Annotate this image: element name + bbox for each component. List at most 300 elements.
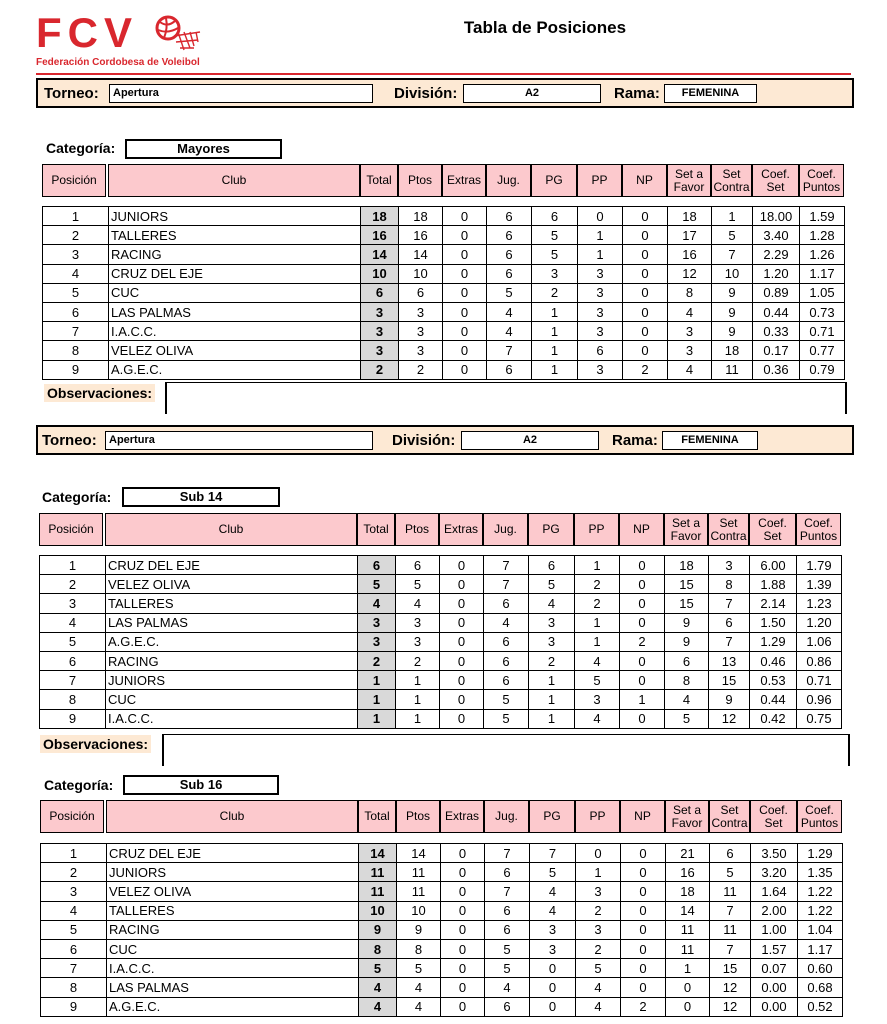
cell-total: 3 (358, 613, 396, 632)
cell-set-favor: 21 (666, 844, 710, 863)
cell-np: 0 (623, 226, 668, 245)
torneo-field: Apertura (105, 431, 373, 450)
cell-jug: 4 (487, 302, 532, 321)
cell-set-favor: 14 (666, 901, 710, 920)
header-divider (36, 73, 851, 75)
cell-set-contra: 9 (712, 302, 753, 321)
table-row (41, 844, 843, 863)
cell-np: 0 (623, 283, 668, 302)
cell-np: 0 (621, 901, 666, 920)
cell-pg: 5 (532, 226, 578, 245)
cell-pp: 1 (576, 863, 621, 882)
table-row (40, 594, 842, 613)
cell-np: 2 (623, 360, 668, 379)
cell-np: 0 (621, 959, 666, 978)
cell-set-favor: 11 (666, 920, 710, 939)
cell-coef-puntos: 1.26 (800, 245, 845, 264)
cell-club: I.A.C.C. (107, 959, 359, 978)
cell-total: 3 (361, 302, 399, 321)
cell-set-favor: 0 (666, 978, 710, 997)
cell-posicion: 1 (41, 844, 107, 863)
table-row (40, 575, 842, 594)
table-row (41, 920, 843, 939)
cell-coef-set: 0.42 (750, 709, 797, 728)
volleyball-icon (154, 14, 202, 54)
cell-coef-set: 0.36 (753, 360, 800, 379)
cell-pp: 4 (575, 709, 620, 728)
cell-total: 3 (361, 341, 399, 360)
cell-coef-set: 3.50 (751, 844, 798, 863)
cell-extras: 0 (441, 920, 485, 939)
cell-pg: 1 (532, 322, 578, 341)
cell-extras: 0 (440, 690, 484, 709)
cell-ptos: 3 (396, 632, 440, 651)
cell-np: 2 (620, 632, 665, 651)
cell-extras: 0 (440, 594, 484, 613)
header-coef-puntos: Coef. Puntos (799, 164, 844, 197)
cell-ptos: 18 (399, 207, 443, 226)
cell-np: 0 (620, 613, 665, 632)
cell-ptos: 3 (399, 341, 443, 360)
cell-posicion: 1 (43, 207, 109, 226)
cell-coef-puntos: 1.39 (797, 575, 842, 594)
cell-pg: 4 (529, 594, 575, 613)
cell-coef-puntos: 0.73 (800, 302, 845, 321)
cell-jug: 6 (485, 901, 530, 920)
cell-set-contra: 3 (709, 556, 750, 575)
cell-total: 9 (359, 920, 397, 939)
header-ptos: Ptos (395, 513, 439, 546)
cell-extras: 0 (443, 207, 487, 226)
table-row (43, 302, 845, 321)
cell-set-contra: 10 (712, 264, 753, 283)
table-row (41, 959, 843, 978)
cell-coef-set: 1.88 (750, 575, 797, 594)
cell-ptos: 1 (396, 709, 440, 728)
cell-posicion: 9 (43, 360, 109, 379)
cell-ptos: 11 (397, 882, 441, 901)
cell-extras: 0 (440, 671, 484, 690)
cell-np: 0 (623, 207, 668, 226)
cell-set-favor: 9 (665, 613, 709, 632)
logo-subtitle: Federación Cordobesa de Voleibol (36, 57, 200, 68)
cell-extras: 0 (440, 613, 484, 632)
header-coef-puntos: Coef. Puntos (796, 513, 841, 546)
cell-coef-puntos: 1.17 (800, 264, 845, 283)
cell-extras: 0 (441, 844, 485, 863)
cell-set-contra: 7 (709, 632, 750, 651)
cell-coef-puntos: 1.20 (797, 613, 842, 632)
cell-ptos: 3 (396, 613, 440, 632)
cell-set-favor: 18 (665, 556, 709, 575)
cell-jug: 7 (485, 844, 530, 863)
cell-pp: 0 (578, 207, 623, 226)
cell-coef-puntos: 1.22 (798, 901, 843, 920)
cell-posicion: 8 (40, 690, 106, 709)
cell-pp: 1 (575, 556, 620, 575)
cell-posicion: 5 (41, 920, 107, 939)
cell-jug: 6 (487, 264, 532, 283)
cell-posicion: 2 (41, 863, 107, 882)
cell-coef-puntos: 1.28 (800, 226, 845, 245)
cell-posicion: 4 (43, 264, 109, 283)
header-pp: PP (575, 800, 620, 833)
cell-total: 5 (358, 575, 396, 594)
header-pg: PG (528, 513, 574, 546)
cell-jug: 6 (487, 226, 532, 245)
table-row (40, 556, 842, 575)
cell-posicion: 9 (41, 997, 107, 1016)
cell-set-contra: 15 (710, 959, 751, 978)
header-pg: PG (531, 164, 577, 197)
cell-extras: 0 (441, 863, 485, 882)
cell-coef-set: 0.00 (751, 997, 798, 1016)
cell-pg: 5 (529, 575, 575, 594)
header-ptos: Ptos (396, 800, 440, 833)
cell-jug: 5 (487, 283, 532, 302)
cell-ptos: 1 (396, 690, 440, 709)
cell-pp: 6 (578, 341, 623, 360)
cell-extras: 0 (441, 882, 485, 901)
cell-total: 16 (361, 226, 399, 245)
cell-jug: 7 (484, 575, 529, 594)
header-jug: Jug. (484, 800, 529, 833)
cell-coef-puntos: 1.17 (798, 939, 843, 958)
cell-pg: 3 (532, 264, 578, 283)
cell-set-favor: 15 (665, 575, 709, 594)
cell-pg: 1 (529, 671, 575, 690)
cell-total: 10 (359, 901, 397, 920)
cell-club: VELEZ OLIVA (106, 575, 358, 594)
table-row (43, 341, 845, 360)
cell-set-contra: 11 (712, 360, 753, 379)
cell-set-contra: 15 (709, 671, 750, 690)
cell-coef-set: 0.89 (753, 283, 800, 302)
categoria-field: Sub 14 (122, 487, 280, 507)
cell-ptos: 11 (397, 863, 441, 882)
cell-coef-puntos: 0.71 (797, 671, 842, 690)
cell-coef-puntos: 1.79 (797, 556, 842, 575)
header-posicion: Posición (42, 164, 106, 197)
cell-ptos: 9 (397, 920, 441, 939)
table-row (43, 207, 845, 226)
cell-set-favor: 8 (665, 671, 709, 690)
cell-total: 11 (359, 882, 397, 901)
cell-coef-set: 0.00 (751, 978, 798, 997)
cell-ptos: 6 (399, 283, 443, 302)
cell-pp: 2 (576, 939, 621, 958)
header-coef-set: Coef. Set (752, 164, 799, 197)
table-row (43, 226, 845, 245)
cell-coef-puntos: 0.77 (800, 341, 845, 360)
cell-jug: 4 (485, 978, 530, 997)
observaciones-field (165, 382, 847, 414)
table-row (43, 245, 845, 264)
cell-set-favor: 15 (665, 594, 709, 613)
cell-club: VELEZ OLIVA (107, 882, 359, 901)
header-extras: Extras (439, 513, 483, 546)
cell-coef-puntos: 1.59 (800, 207, 845, 226)
cell-total: 2 (361, 360, 399, 379)
cell-np: 0 (623, 245, 668, 264)
cell-set-favor: 12 (668, 264, 712, 283)
header-np: NP (620, 800, 665, 833)
cell-total: 5 (359, 959, 397, 978)
observaciones-label: Observaciones: (44, 384, 155, 402)
cell-set-contra: 1 (712, 207, 753, 226)
cell-set-favor: 4 (668, 302, 712, 321)
cell-pp: 5 (575, 671, 620, 690)
cell-coef-set: 0.46 (750, 651, 797, 670)
observaciones-field (162, 734, 850, 766)
cell-pp: 5 (576, 959, 621, 978)
header-set-favor: Set a Favor (665, 800, 709, 833)
cell-np: 0 (621, 844, 666, 863)
cell-club: CRUZ DEL EJE (106, 556, 358, 575)
cell-set-favor: 11 (666, 939, 710, 958)
table-row (40, 613, 842, 632)
cell-pg: 1 (529, 709, 575, 728)
header-set-contra: Set Contra (709, 800, 750, 833)
cell-set-favor: 18 (668, 207, 712, 226)
cell-ptos: 4 (397, 978, 441, 997)
cell-club: RACING (106, 651, 358, 670)
header-extras: Extras (440, 800, 484, 833)
cell-jug: 6 (487, 360, 532, 379)
cell-pp: 4 (575, 651, 620, 670)
cell-np: 0 (620, 594, 665, 613)
cell-extras: 0 (440, 632, 484, 651)
cell-ptos: 6 (396, 556, 440, 575)
cell-ptos: 3 (399, 302, 443, 321)
cell-coef-puntos: 1.05 (800, 283, 845, 302)
cell-pg: 4 (530, 901, 576, 920)
header-total: Total (358, 800, 396, 833)
cell-ptos: 14 (397, 844, 441, 863)
cell-club: A.G.E.C. (109, 360, 361, 379)
table-header (40, 800, 842, 833)
cell-np: 0 (623, 302, 668, 321)
cell-extras: 0 (441, 939, 485, 958)
header-extras: Extras (442, 164, 486, 197)
cell-set-contra: 11 (710, 882, 751, 901)
division-label: División: (392, 432, 456, 449)
header-total: Total (357, 513, 395, 546)
cell-posicion: 5 (40, 632, 106, 651)
cell-posicion: 6 (40, 651, 106, 670)
cell-club: LAS PALMAS (106, 613, 358, 632)
cell-extras: 0 (440, 556, 484, 575)
cell-pg: 4 (530, 882, 576, 901)
cell-np: 0 (621, 863, 666, 882)
cell-club: A.G.E.C. (106, 632, 358, 651)
cell-set-favor: 9 (665, 632, 709, 651)
cell-total: 11 (359, 863, 397, 882)
cell-club: RACING (107, 920, 359, 939)
cell-set-favor: 0 (666, 997, 710, 1016)
cell-pp: 2 (575, 594, 620, 613)
header-coef-set: Coef. Set (749, 513, 796, 546)
cell-jug: 6 (487, 207, 532, 226)
header-np: NP (622, 164, 667, 197)
cell-coef-set: 0.17 (753, 341, 800, 360)
cell-pp: 3 (578, 283, 623, 302)
cell-total: 1 (358, 690, 396, 709)
cell-jug: 4 (484, 613, 529, 632)
cell-set-contra: 7 (709, 594, 750, 613)
torneo-bar (36, 78, 854, 108)
cell-pp: 1 (575, 632, 620, 651)
cell-jug: 6 (485, 997, 530, 1016)
table-row (43, 264, 845, 283)
cell-set-favor: 4 (668, 360, 712, 379)
cell-club: CRUZ DEL EJE (107, 844, 359, 863)
cell-posicion: 2 (43, 226, 109, 245)
cell-ptos: 3 (399, 322, 443, 341)
cell-extras: 0 (443, 360, 487, 379)
cell-set-contra: 5 (710, 863, 751, 882)
cell-club: TALLERES (109, 226, 361, 245)
cell-posicion: 8 (43, 341, 109, 360)
fcv-logo (36, 9, 216, 72)
table-row (41, 978, 843, 997)
cell-total: 6 (361, 283, 399, 302)
cell-jug: 7 (484, 556, 529, 575)
cell-ptos: 10 (397, 901, 441, 920)
cell-ptos: 4 (397, 997, 441, 1016)
cell-total: 6 (358, 556, 396, 575)
rama-label: Rama: (614, 85, 660, 102)
cell-ptos: 8 (397, 939, 441, 958)
cell-posicion: 9 (40, 709, 106, 728)
cell-coef-puntos: 0.96 (797, 690, 842, 709)
cell-set-favor: 16 (666, 863, 710, 882)
cell-set-contra: 8 (709, 575, 750, 594)
cell-ptos: 5 (396, 575, 440, 594)
cell-club: A.G.E.C. (107, 997, 359, 1016)
cell-posicion: 8 (41, 978, 107, 997)
cell-coef-set: 0.53 (750, 671, 797, 690)
cell-coef-set: 18.00 (753, 207, 800, 226)
cell-pg: 5 (530, 863, 576, 882)
division-field: A2 (463, 84, 601, 103)
cell-set-contra: 18 (712, 341, 753, 360)
cell-extras: 0 (443, 341, 487, 360)
cell-set-contra: 11 (710, 920, 751, 939)
cell-coef-puntos: 0.52 (798, 997, 843, 1016)
cell-coef-set: 2.14 (750, 594, 797, 613)
header-coef-set: Coef. Set (750, 800, 797, 833)
cell-extras: 0 (443, 264, 487, 283)
cell-coef-set: 0.07 (751, 959, 798, 978)
cell-set-contra: 7 (710, 901, 751, 920)
cell-coef-puntos: 0.86 (797, 651, 842, 670)
cell-set-favor: 4 (665, 690, 709, 709)
cell-pp: 3 (578, 360, 623, 379)
table-row (43, 322, 845, 341)
cell-pp: 1 (578, 245, 623, 264)
cell-club: JUNIORS (107, 863, 359, 882)
cell-total: 4 (358, 594, 396, 613)
cell-total: 10 (361, 264, 399, 283)
cell-pg: 2 (529, 651, 575, 670)
cell-coef-puntos: 1.29 (798, 844, 843, 863)
cell-extras: 0 (443, 302, 487, 321)
table-header (42, 164, 844, 197)
cell-posicion: 6 (41, 939, 107, 958)
cell-pg: 6 (532, 207, 578, 226)
cell-extras: 0 (443, 226, 487, 245)
cell-coef-puntos: 1.35 (798, 863, 843, 882)
cell-np: 0 (621, 920, 666, 939)
cell-posicion: 4 (40, 613, 106, 632)
cell-pg: 0 (530, 997, 576, 1016)
cell-total: 3 (361, 322, 399, 341)
cell-club: VELEZ OLIVA (109, 341, 361, 360)
header-pp: PP (577, 164, 622, 197)
cell-jug: 6 (485, 863, 530, 882)
cell-pg: 0 (530, 959, 576, 978)
torneo-field: Apertura (109, 84, 373, 103)
observaciones-label: Observaciones: (40, 735, 151, 753)
cell-total: 3 (358, 632, 396, 651)
categoria-label: Categoría: (44, 777, 114, 793)
torneo-label: Torneo: (44, 85, 99, 102)
cell-set-contra: 9 (712, 283, 753, 302)
cell-np: 0 (623, 341, 668, 360)
cell-total: 14 (361, 245, 399, 264)
cell-extras: 0 (443, 322, 487, 341)
table-row (41, 997, 843, 1016)
cell-set-contra: 9 (712, 322, 753, 341)
cell-set-contra: 5 (712, 226, 753, 245)
cell-pp: 3 (578, 302, 623, 321)
cell-ptos: 16 (399, 226, 443, 245)
cell-coef-set: 1.20 (753, 264, 800, 283)
cell-np: 0 (623, 264, 668, 283)
cell-jug: 6 (484, 632, 529, 651)
cell-extras: 0 (443, 245, 487, 264)
cell-pp: 3 (578, 322, 623, 341)
header-club: Club (108, 164, 360, 197)
cell-pg: 5 (532, 245, 578, 264)
cell-pg: 3 (529, 632, 575, 651)
cell-club: CUC (106, 690, 358, 709)
cell-club: CUC (107, 939, 359, 958)
cell-posicion: 3 (41, 882, 107, 901)
cell-set-favor: 17 (668, 226, 712, 245)
cell-jug: 6 (487, 245, 532, 264)
cell-coef-puntos: 0.75 (797, 709, 842, 728)
header-posicion: Posición (40, 800, 104, 833)
cell-np: 0 (621, 939, 666, 958)
cell-total: 14 (359, 844, 397, 863)
cell-club: I.A.C.C. (109, 322, 361, 341)
cell-pg: 6 (529, 556, 575, 575)
cell-extras: 0 (441, 997, 485, 1016)
cell-total: 8 (359, 939, 397, 958)
header-pg: PG (529, 800, 575, 833)
cell-extras: 0 (440, 709, 484, 728)
cell-pg: 2 (532, 283, 578, 302)
cell-ptos: 1 (396, 671, 440, 690)
cell-coef-puntos: 0.79 (800, 360, 845, 379)
table-row (41, 863, 843, 882)
cell-pg: 1 (532, 341, 578, 360)
cell-coef-set: 2.00 (751, 901, 798, 920)
cell-set-favor: 16 (668, 245, 712, 264)
cell-pp: 1 (575, 613, 620, 632)
